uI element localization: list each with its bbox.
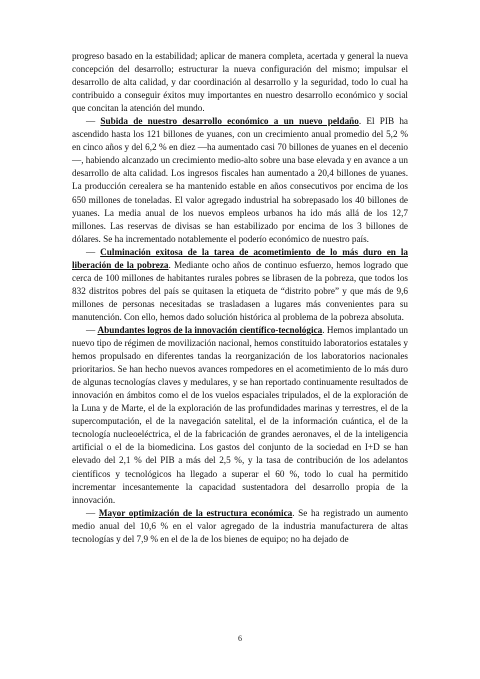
section-heading: Culminación exitosa de la tarea de acometimiento de lo más duro en la liberación de la pobreza [72, 246, 408, 270]
body-text [72, 50, 408, 546]
page-number: 6 [238, 634, 242, 643]
paragraph-economic-development [72, 115, 408, 245]
paragraph-innovation [72, 324, 408, 507]
em-dash: — [86, 507, 99, 518]
section-heading: Abundantes logros de la innovación científico-tecnológica [97, 324, 323, 335]
section-heading: Mayor optimización de la estructura económica [98, 507, 293, 518]
paragraph-body: . Hemos implantado un nuevo tipo de régimen de movilización nacional, hemos constituido laboratorios estatales y hemos propulsado en diferentes tandas la reorganización de los laboratorios nacionales prioritarios. Se han hecho nuevos avances rompedores en el acometimiento de lo más duro de algunas tecnologías claves y medulares, y se han reportado continuamente resultados de innovación en ámbitos como el de los vuelos espaciales tripulados, el de la exploración de la Luna y de Marte, el de la exploración de las profundidades marinas y terrestres, el de la supercomputación, el de la navegación satelital, el de la información cuántica, el de la tecnología nucleoeléctrica, el de la fabricación de grandes aeronaves, el de la inteligencia artificial o el de la biomedicina. Los gastos del conjunto de la sociedad en I+D se han elevado del 2,1 % del PIB a más del 2,5 %, y la tasa de contribución de los adelantos científicos y tecnológicos ha llegado a superar el 60 %, todo lo cual ha permitido incrementar incesantemente la capacidad sustentadora del desarrollo propia de la innovación. [72, 324, 409, 505]
paragraph-body: . Se ha registrado un aumento medio anual del 10,6 % en el valor agregado de la industria manufacturera de altas tecnologías y del 7,9 % en el de la de los bienes de equipo; no ha dejado de [72, 507, 409, 544]
paragraph-body: . El PIB ha ascendido hasta los 121 billones de yuanes, con un crecimiento anual promedio del 5,2 % en cinco años y del 6,2 % en diez —ha aumentado casi 70 billones de yuanes en el decenio—, habiendo alcanzado un crecimiento medio-alto sobre una base elevada y en avance a un desarrollo de alta calidad. Los ingresos fiscales han aumentado a 20,4 billones de yuanes. La producción cerealera se ha mantenido estable en años consecutivos por encima de los 650 millones de toneladas. El valor agregado industrial ha sobrepasado los 40 billones de yuanes. La media anual de los nuevos empleos urbanos ha ido más allá de los 12,7 millones. Las reservas de divisas se han estabilizado por encima de los 3 billones de dólares. Se ha incrementado notablemente el poderío económico de nuestro país. [72, 116, 409, 244]
em-dash: — [86, 324, 98, 335]
paragraph-poverty-alleviation [72, 246, 408, 324]
em-dash: — [86, 116, 101, 127]
paragraph-body: . Mediante ocho años de continuo esfuerzo, hemos logrado que cerca de 100 millones de habitantes rurales pobres se librasen de la pobreza, que todos los 832 distritos pobres del país se quitasen la etiqueta de “distrito pobre” y que más de 9,6 millones de personas necesitadas se trasladasen a lugares más convenientes para su manutención. Con ello, hemos dado solución histórica al problema de la pobreza absoluta. [72, 259, 409, 322]
section-heading: Subida de nuestro desarrollo económico a un nuevo peldaño [100, 116, 359, 127]
em-dash: — [86, 246, 101, 257]
paragraph-economic-structure [72, 507, 408, 546]
paragraph-continuation: progreso basado en la estabilidad; aplicar de manera completa, acertada y general la nueva concepción del desarrollo; estructurar la nueva configuración del mismo; impulsar el desarrollo de alta calidad, y dar coordinación al desarrollo y la seguridad, todo lo cual ha contribuido a conseguir éxitos muy importantes en nuestro desarrollo económico y social que concitan la atención del mundo. [72, 51, 408, 114]
